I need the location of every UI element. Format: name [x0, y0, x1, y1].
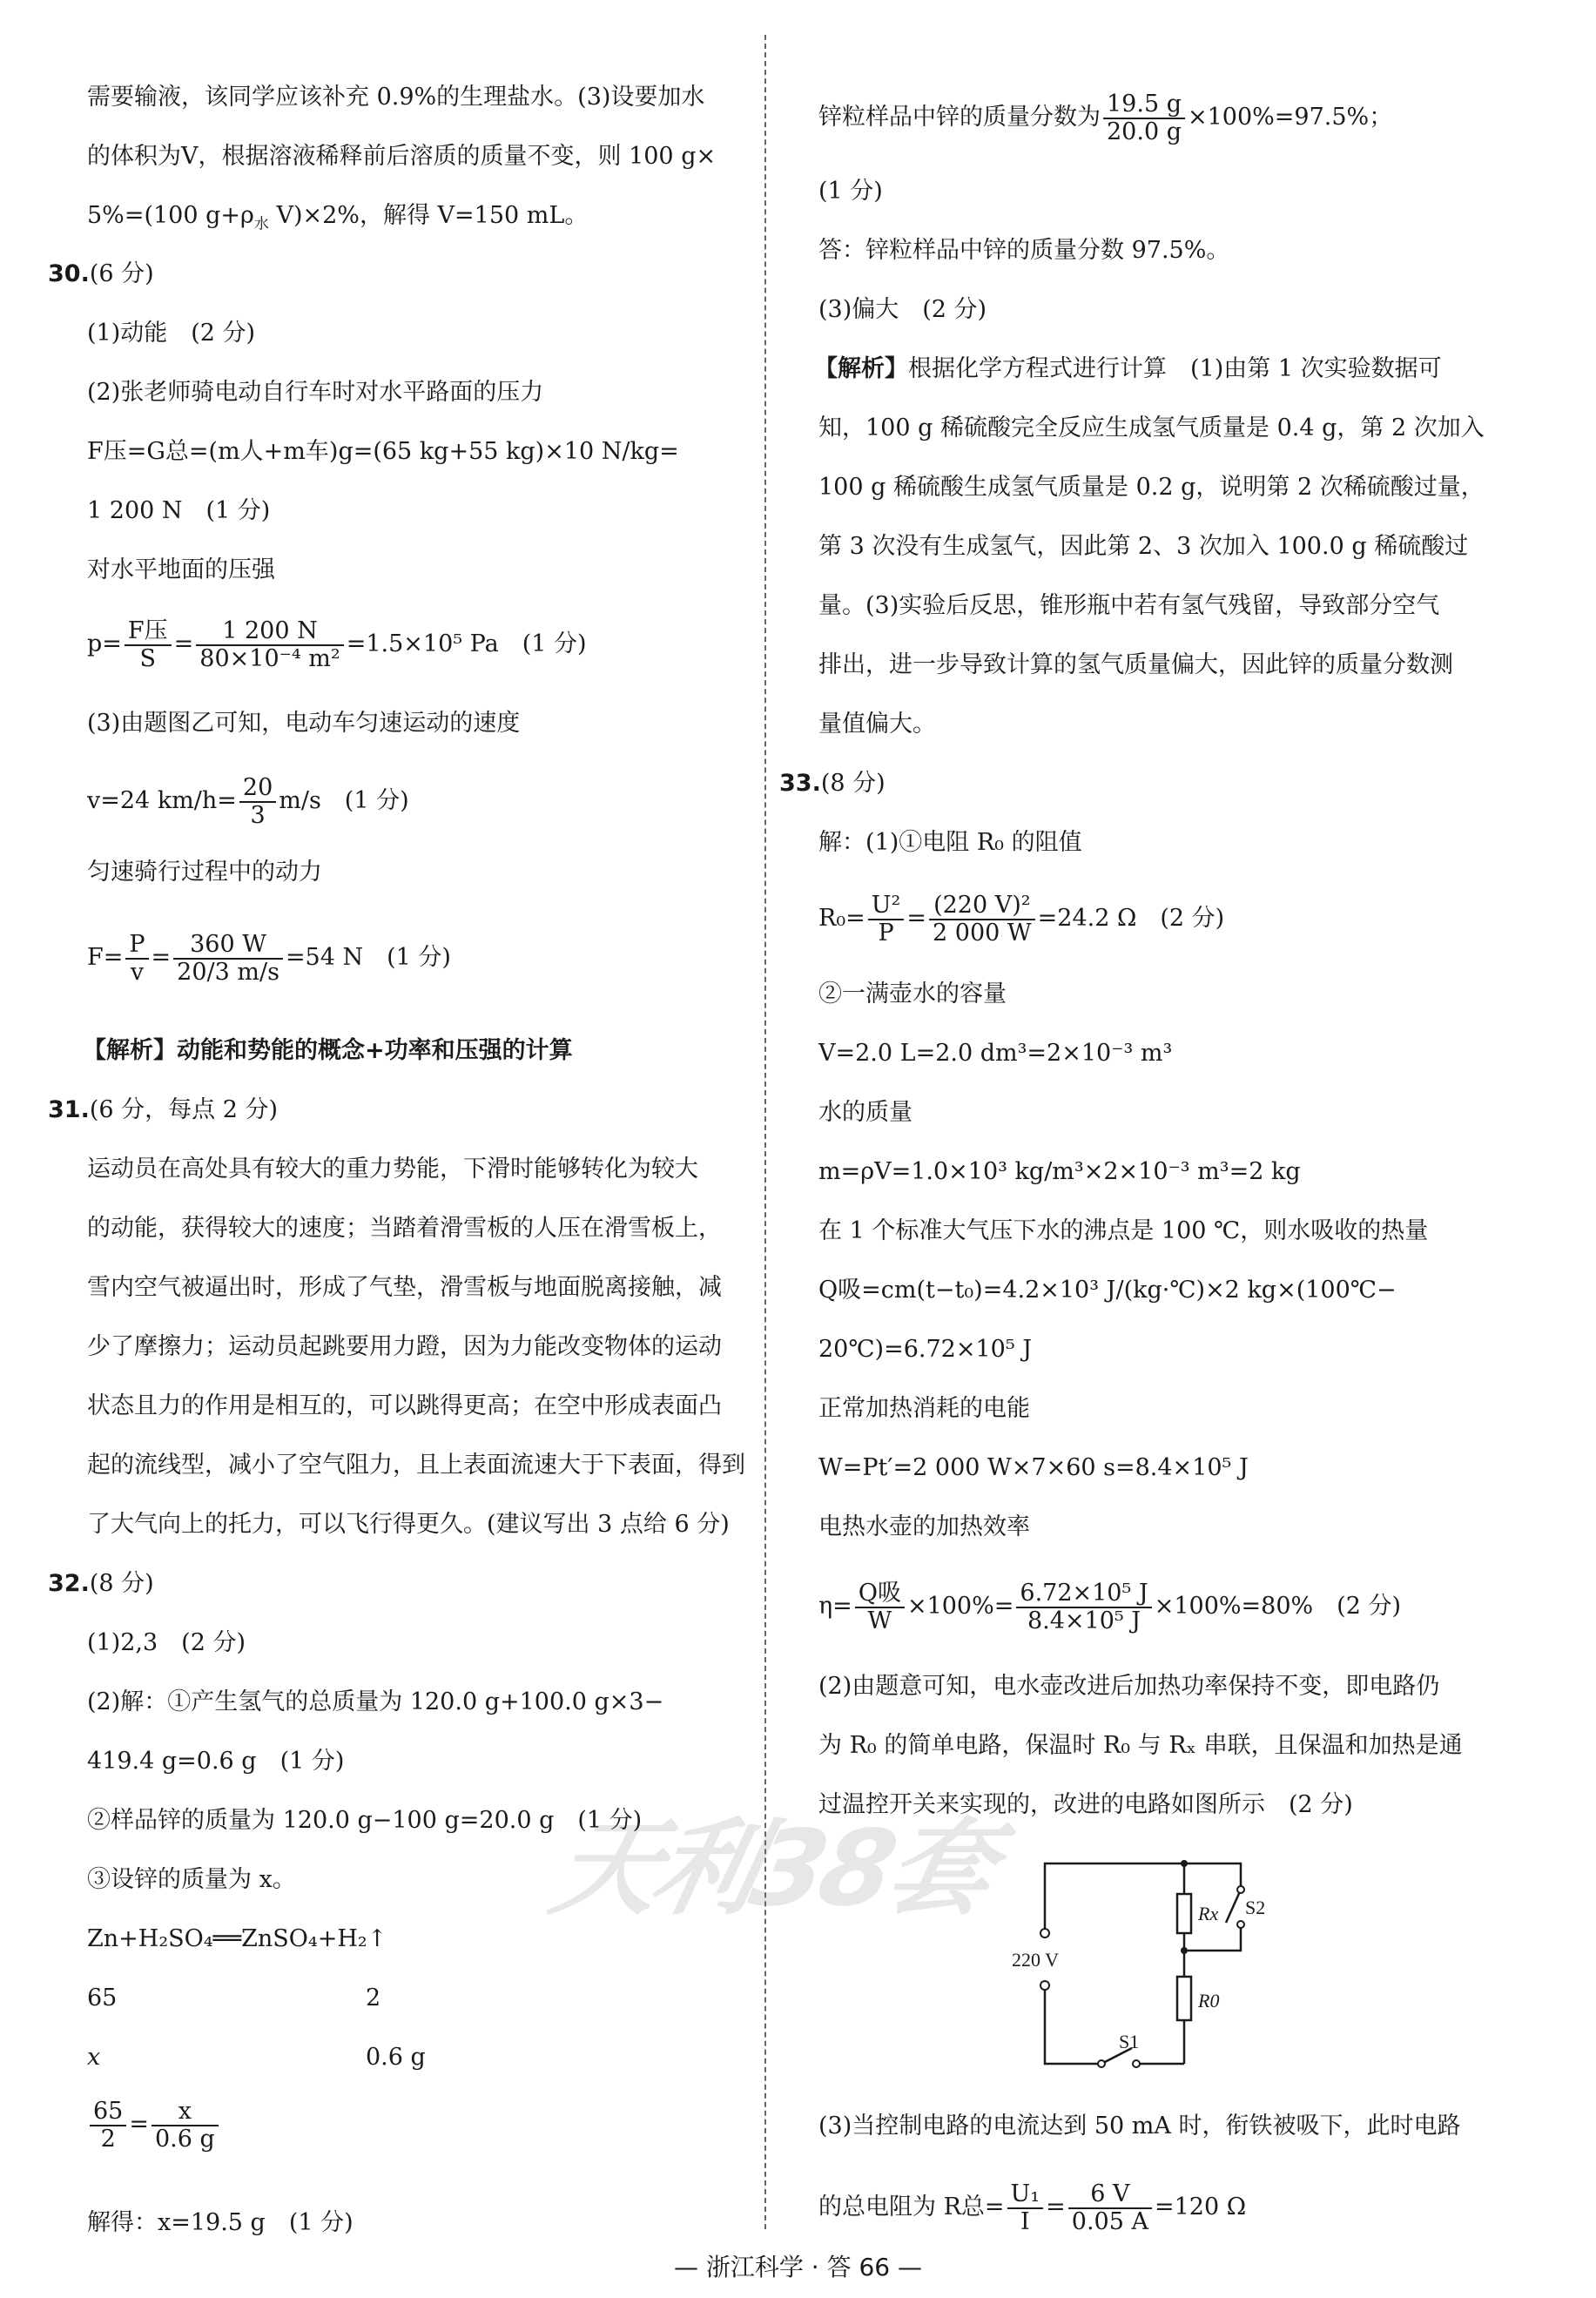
text-line: (1)2,3 (2 分)	[87, 1629, 246, 1656]
terminal	[1040, 1981, 1049, 1990]
text-line: ②样品锌的质量为 120.0 g−100 g=20.0 g (1 分)	[87, 1807, 643, 1834]
text-line: 的体积为V，根据溶液稀释前后溶质的质量不变，则 100 g×	[87, 143, 717, 170]
text-line: 419.4 g=0.6 g (1 分)	[87, 1748, 345, 1775]
text-line: 对水平地面的压强	[87, 556, 275, 583]
analysis-30: 【解析】动能和势能的概念+功率和压强的计算	[83, 1037, 573, 1064]
text-line: 5%=(100 $g+\rho_水$ V)×2%，解得 V=150 mL。	[87, 202, 589, 233]
formula-total-resistance: 的总电阻为 R总= $\frac{\text{U₁}}{I}$ = $\frac{6 V}{0.05 A}$ =120 Ω	[818, 2180, 1247, 2235]
text-line: 第 3 次没有生成氢气，因此第 2、3 次加入 100.0 g 稀硫酸过	[818, 533, 1469, 560]
terminal	[1098, 2060, 1105, 2067]
text-line: 匀速骑行过程中的动力	[87, 859, 322, 886]
resistor-rx	[1177, 1894, 1191, 1933]
text-line: 电热水壶的加热效率	[818, 1513, 1030, 1540]
text-line: 解：(1)①电阻 R₀ 的阻值	[818, 829, 1082, 856]
wire	[1184, 1924, 1241, 1951]
text-line: 状态且力的作用是相互的，可以跳得更高；在空中形成表面凸	[87, 1392, 722, 1419]
formula-pressure: p= $\frac{\text{F压}}{S}$ = $\frac{1 200 N}{\text{80×10⁻⁴ m²}}$ =1.5×10⁵ Pa (1 分)	[87, 617, 587, 672]
text-line: 解得：x=19.5 g (1 分)	[87, 2209, 354, 2236]
text-line: 在 1 个标准大气压下水的沸点是 100 ℃，则水吸收的热量	[818, 1217, 1429, 1244]
s1-label: S1	[1119, 2031, 1140, 2052]
text-line: 答：锌粒样品中锌的质量分数 97.5%。	[818, 237, 1230, 264]
text-line: 起的流线型，减小了空气阻力，且上表面流速大于下表面，得到	[87, 1452, 745, 1479]
terminal	[1237, 1886, 1244, 1893]
question-33-header: 33.(8 分)	[779, 770, 886, 797]
text-line: 100 g 稀硫酸生成氢气质量是 0.2 g，说明第 2 次稀硫酸过量，	[818, 474, 1485, 501]
formula-power-force: F= $\frac{P}{v}$ = $\frac{360 W}{20/3 m/s}$ =54 N (1 分)	[87, 930, 451, 986]
text-line: (1 分)	[818, 178, 883, 205]
text-line: 知，100 g 稀硫酸完全反应生成氢气质量是 0.4 g，第 2 次加入	[818, 414, 1485, 441]
ratio-row: 65	[87, 1985, 118, 2012]
text-line: (2)张老师骑电动自行车时对水平路面的压力	[87, 379, 544, 406]
switch-s2	[1226, 1890, 1241, 1923]
text-line: V=2.0 L=2.0 dm³=2×10⁻³ m³	[818, 1040, 1173, 1067]
proportion-formula: $\frac{65}{2}$ = $\frac{x}{0.6 g}$	[87, 2094, 221, 2155]
text-line: (3)由题图乙可知，电动车匀速运动的速度	[87, 710, 521, 737]
text-line: 正常加热消耗的电能	[818, 1395, 1030, 1422]
text-line: 过温控开关来实现的，改进的电路如图所示 (2 分)	[818, 1791, 1353, 1818]
text-line: 了大气向上的托力，可以飞行得更久。(建议写出 3 点给 6 分)	[87, 1511, 730, 1538]
question-32-header: 32.(8 分)	[48, 1570, 154, 1597]
text-line: (3)偏大 (2 分)	[818, 296, 987, 323]
r0-label: R0	[1198, 1990, 1220, 2012]
text-line: m=ρV=1.0×10³ kg/m³×2×10⁻³ m³=2 kg	[818, 1158, 1301, 1185]
text-line: (1)动能 (2 分)	[87, 320, 256, 347]
junction	[1181, 1860, 1188, 1867]
text-line: 需要输液，该同学应该补充 0.9%的生理盐水。(3)设要加水	[87, 84, 705, 111]
rx-label: Rx	[1198, 1903, 1219, 1924]
wire	[1045, 1985, 1101, 2064]
question-30-header: 30.(6 分)	[48, 260, 154, 287]
ratio-row: 2	[366, 1985, 381, 2012]
circuit-diagram	[1010, 1846, 1271, 2081]
resistor-r0	[1177, 1977, 1191, 2020]
text-line: 量值偏大。	[818, 711, 936, 738]
text-line: 1 200 N (1 分)	[87, 497, 271, 524]
text-line: 20℃)=6.72×10⁵ J	[818, 1336, 1033, 1363]
formula-force: F压=G总=(m人+m车)g=(65 kg+55 kg)×10 N/kg=	[87, 438, 679, 465]
text-line: 的动能，获得较大的速度；当踏着滑雪板的人压在滑雪板上，	[87, 1215, 722, 1242]
s2-label: S2	[1245, 1897, 1266, 1918]
terminal	[1237, 1921, 1244, 1928]
wire	[1045, 1863, 1184, 1933]
chemical-equation: Zn+H₂SO₄══ZnSO₄+H₂↑	[87, 1925, 387, 1952]
ratio-row: x	[87, 2044, 101, 2071]
page-footer: — 浙江科学 · 答 66 —	[673, 2253, 923, 2281]
formula-resistance: R₀= $\frac{\text{U²}}{P}$ = $\frac{\text{(220 V)²}}{2 000 W}$ =24.2 Ω (2 分)	[818, 891, 1225, 947]
voltage-label: 220 V	[1012, 1949, 1059, 1971]
text-line: (2)解：①产生氢气的总质量为 120.0 g+100.0 g×3−	[87, 1688, 664, 1715]
text-line: 为 R₀ 的简单电路，保温时 R₀ 与 Rₓ 串联，且保温和加热是通	[818, 1732, 1463, 1759]
formula-energy: W=Pt′=2 000 W×7×60 s=8.4×10⁵ J	[818, 1454, 1249, 1481]
terminal	[1040, 1929, 1049, 1937]
text-line: ③设锌的质量为 x。	[87, 1866, 296, 1893]
junction	[1181, 1947, 1188, 1954]
watermark-logo: 天利38套	[542, 1809, 1001, 1930]
text-line: 运动员在高处具有较大的重力势能，下滑时能够转化为较大	[87, 1156, 698, 1183]
text-line: 排出，进一步导致计算的氢气质量偏大，因此锌的质量分数测	[818, 651, 1453, 678]
text-line: ②一满壶水的容量	[818, 981, 1007, 1007]
formula-velocity: v=24 km/h= $\frac{20}{3}$ m/s (1 分)	[87, 773, 409, 829]
text-line: 水的质量	[818, 1099, 912, 1126]
question-31-header: 31.(6 分，每点 2 分)	[48, 1096, 279, 1123]
text-line: (2)由题意可知，电水壶改进后加热功率保持不变，即电路仍	[818, 1673, 1440, 1700]
analysis-32: 【解析】根据化学方程式进行计算 (1)由第 1 次实验数据可	[814, 355, 1442, 382]
text-line: 量。(3)实验后反思，锥形瓶中若有氢气残留，导致部分空气	[818, 592, 1440, 619]
text-line: (3)当控制电路的电流达到 50 mA 时，衔铁被吸下，此时电路	[818, 2113, 1461, 2140]
column-divider	[764, 35, 766, 2229]
wire	[1184, 1863, 1241, 1890]
formula-efficiency: η= $\frac{\text{Q吸}}{W}$ ×100%= $\frac{\text{6.72×10⁵ J}}{\text{8.4×10⁵ J}}$ ×100%=80% (2 分)	[818, 1579, 1401, 1634]
formula-heat: Q吸=cm(t−t₀)=4.2×10³ J/(kg·℃)×2 kg×(100℃−	[818, 1277, 1397, 1304]
text-line: 少了摩擦力；运动员起跳要用力蹬，因为力能改变物体的运动	[87, 1333, 722, 1360]
formula-mass-fraction: 锌粒样品中锌的质量分数为 $\frac{19.5 g}{20.0 g}$ ×100%=97.5%；	[818, 90, 1393, 145]
text-line: 雪内空气被逼出时，形成了气垫，滑雪板与地面脱离接触，减	[87, 1274, 722, 1301]
ratio-row: 0.6 g	[366, 2044, 426, 2071]
terminal	[1133, 2060, 1140, 2067]
